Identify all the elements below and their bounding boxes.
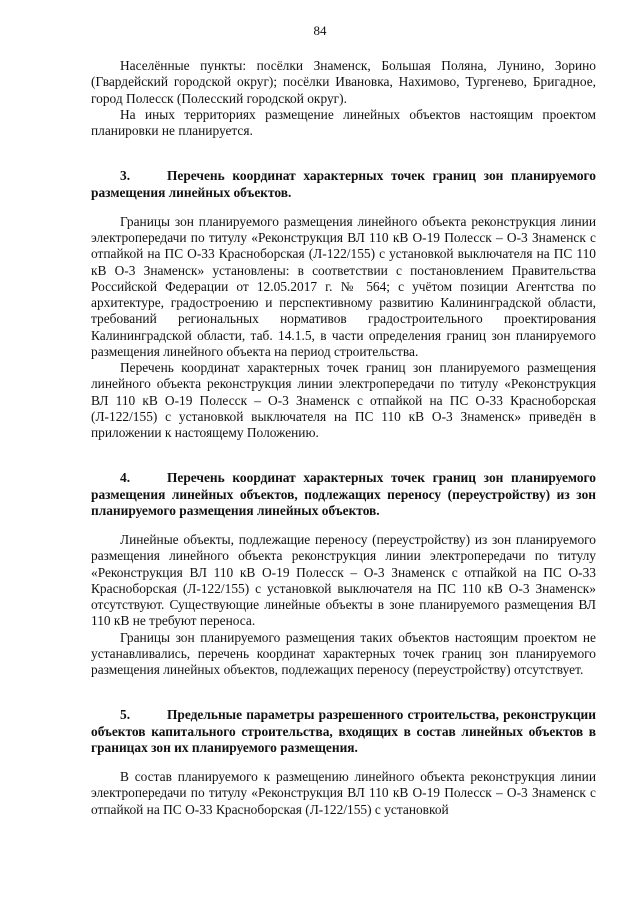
section-4-paragraph-1: Линейные объекты, подлежащие переносу (переустройству) из зон планируемого размещения линейного объекта реконструкция линии электропередачи по титулу «Реконструкция ВЛ 110 кВ О-19 Полесск – О-3 Знаменск с отпайкой на ПС О-33 Красноборская (Л-122/155) с установкой выключателя на ПС 110 кВ О-3 Знаменск» отсутствуют. Существующие линейные объекты в зоне планируемого размещения ВЛ 110 кВ не требуют переноса.	[91, 532, 596, 629]
intro-paragraph-1: Населённые пункты: посёлки Знаменск, Большая Поляна, Лунино, Зорино (Гвардейский городской округ); посёлки Ивановка, Нахимово, Тургенево, Бригадное, город Полесск (Полесский городской округ).	[91, 58, 596, 106]
section-4-number: 4.	[120, 470, 131, 486]
section-3-number: 3.	[120, 168, 131, 184]
section-4-heading	[91, 470, 596, 519]
section-4-title: Перечень координат характерных точек границ зон планируемого размещения линейных объектов, подлежащих переносу (переустройству) из зон планируемого размещения линейных объектов.	[91, 470, 596, 518]
section-3-heading	[91, 168, 596, 201]
section-5-paragraph-1: В состав планируемого к размещению линейного объекта реконструкция линии электропередачи по титулу «Реконструкция ВЛ 110 кВ О-19 Полесск – О-3 Знаменск с отпайкой на ПС О-33 Красноборская (Л-122/155) с установкой	[91, 769, 596, 817]
section-5-title: Предельные параметры разрешенного строительства, реконструкции объектов капитального строительства, входящих в состав линейных объектов в границах зон их планируемого размещения.	[91, 707, 596, 755]
section-3-title: Перечень координат характерных точек границ зон планируемого размещения линейных объектов.	[91, 168, 596, 200]
section-5-heading	[91, 707, 596, 756]
intro-paragraph-2: На иных территориях размещение линейных объектов настоящим проектом планировки не планируется.	[91, 106, 596, 138]
page-content	[91, 58, 596, 818]
section-3-paragraph-2: Перечень координат характерных точек границ зон планируемого размещения линейного объекта реконструкция линии электропередачи по титулу «Реконструкция ВЛ 110 кВ О-19 Полесск – О-3 Знаменск с отпайкой на ПС О-33 Красноборская (Л-122/155) с установкой выключателя на ПС 110 кВ О-3 Знаменск» приведён в приложении к настоящему Положению.	[91, 360, 596, 440]
section-3-paragraph-1: Границы зон планируемого размещения линейного объекта реконструкция линии электропередачи по титулу «Реконструкция ВЛ 110 кВ О-19 Полесск – О-3 Знаменск с отпайкой на ПС О-33 Красноборская (Л-122/155) с установкой выключателя на ПС 110 кВ О-3 Знаменск» установлены: в соответствии с постановлением Правительства Российской Федерации от 12.05.2017 г. № 564; с учётом позиции Агентства по архитектуре, градостроению и перспективному развитию Калининградской области, требований региональных нормативов градостроительного проектирования Калининградской области, таб. 14.1.5, в части определения границ зон планируемого размещения линейного объекта на период строительства.	[91, 213, 596, 359]
section-5-number: 5.	[120, 707, 131, 723]
page-number: 84	[313, 23, 327, 38]
section-4-paragraph-2: Границы зон планируемого размещения таких объектов настоящим проектом не устанавливались, перечень координат характерных точек границ зон планируемого размещения линейных объектов, подлежащих переносу (переустройству) отсутствует.	[91, 629, 596, 677]
